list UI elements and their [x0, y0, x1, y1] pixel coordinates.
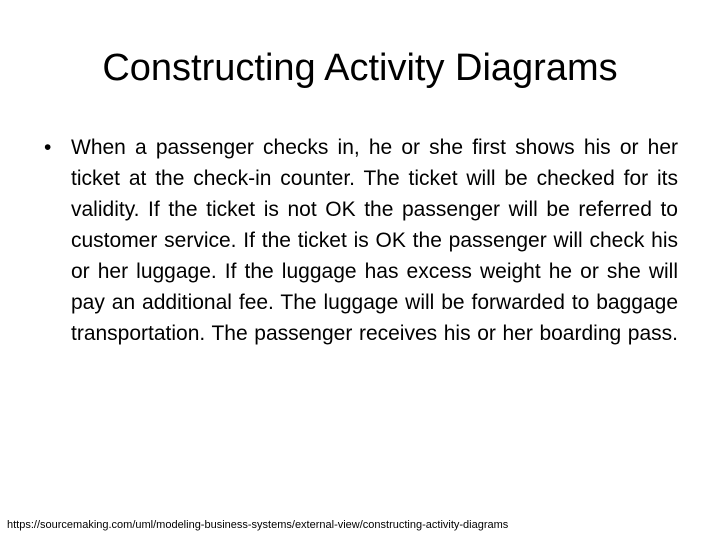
- bullet-text: When a passenger checks in, he or she first shows his or her ticket at the check-in counter. The ticket will be checked for its validity. If the ticket is not OK the passenger will be referred to customer service. If the ticket is OK the passenger will check his or her luggage. If the luggage has excess weight he or she will pay an additional fee. The luggage will be forwarded to baggage transportation. The passenger receives his or her boarding pass.: [71, 136, 678, 345]
- source-url: https://sourcemaking.com/uml/modeling-business-systems/external-view/constructing-activity-diagrams: [7, 519, 509, 531]
- slide-title: Constructing Activity Diagrams: [102, 47, 618, 89]
- bullet-marker: •: [44, 136, 52, 159]
- bullet-list: [44, 132, 678, 349]
- bullet-item: [44, 132, 678, 349]
